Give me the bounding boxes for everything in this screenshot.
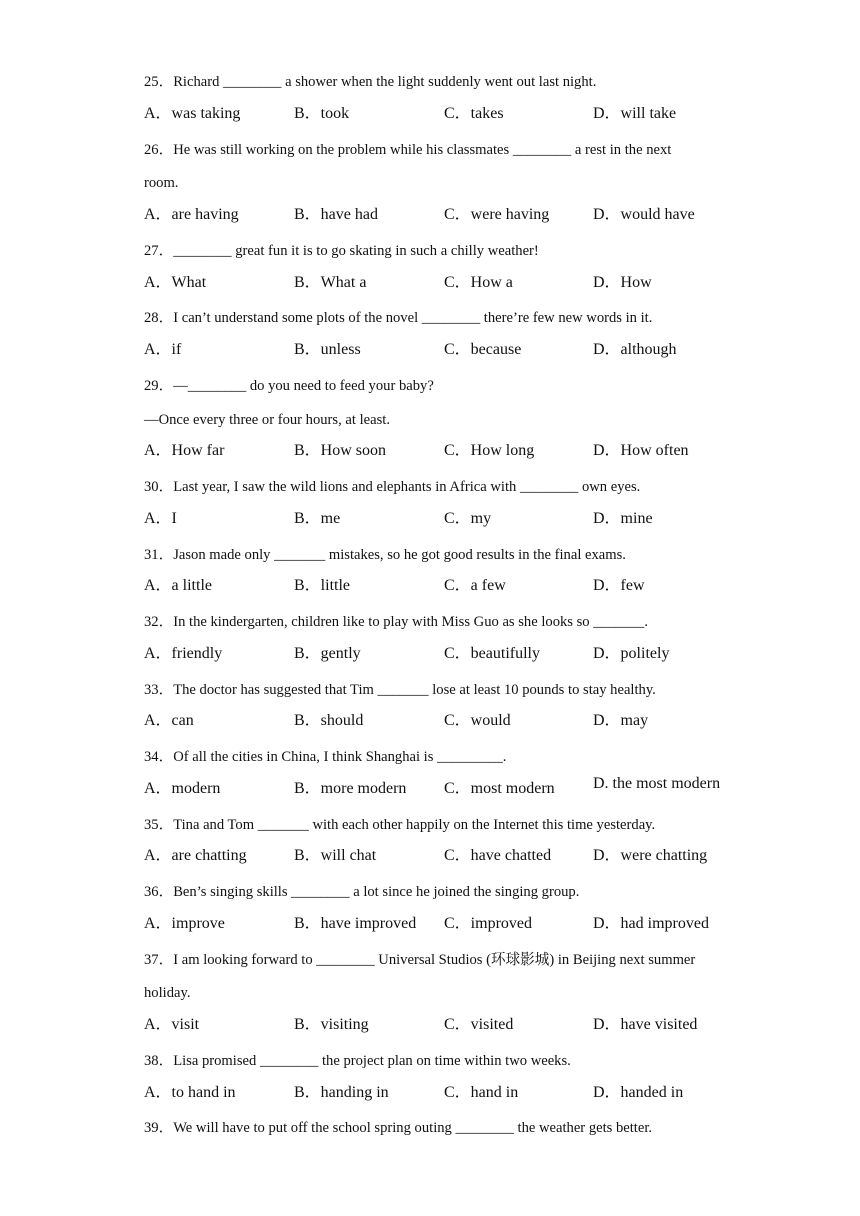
question-number: 29． bbox=[144, 377, 174, 394]
option-a: A．was taking bbox=[144, 104, 241, 122]
option-c: C．a few bbox=[444, 577, 506, 595]
question-stem bbox=[144, 370, 724, 404]
option-b: B．more modern bbox=[294, 779, 407, 797]
question-number: 34． bbox=[144, 749, 174, 765]
question-stem bbox=[144, 235, 724, 269]
question-number: 32． bbox=[144, 614, 174, 630]
option-a: A．to hand in bbox=[144, 1083, 236, 1101]
option-a: A．are having bbox=[144, 206, 239, 223]
option-a: A．can bbox=[144, 712, 194, 730]
answer-options bbox=[144, 269, 724, 303]
answer-options bbox=[144, 505, 724, 539]
question-text: We will have to put off the school spring outing ________ the weather gets better. bbox=[173, 1120, 653, 1137]
question-number: 27． bbox=[144, 242, 174, 259]
question-stem bbox=[144, 606, 724, 640]
question-number: 30． bbox=[144, 479, 174, 495]
answer-options bbox=[144, 910, 724, 944]
question-28 bbox=[144, 302, 724, 370]
question-text: Of all the cities in China, I think Shanghai is _________. bbox=[173, 749, 507, 765]
question-text: In the kindergarten, children like to play with Miss Guo as she looks so _______. bbox=[173, 614, 648, 630]
question-37 bbox=[144, 944, 724, 1045]
question-number: 26． bbox=[144, 141, 174, 158]
option-c: C．beautifully bbox=[444, 644, 540, 662]
option-c: C．takes bbox=[444, 104, 504, 122]
option-d: D．politely bbox=[593, 644, 670, 662]
question-text: Last year, I saw the wild lions and elephants in Africa with ________ own eyes. bbox=[173, 479, 641, 495]
question-stem bbox=[144, 741, 724, 775]
option-b: B．me bbox=[294, 509, 341, 527]
question-number: 33． bbox=[144, 681, 174, 698]
question-26 bbox=[144, 134, 724, 235]
question-text: The doctor has suggested that Tim _______ lose at least 10 pounds to stay healthy. bbox=[173, 681, 656, 698]
option-d: D．have visited bbox=[593, 1016, 698, 1033]
option-d: D．were chatting bbox=[593, 847, 708, 865]
answer-options bbox=[144, 1011, 724, 1045]
question-number: 38． bbox=[144, 1052, 174, 1069]
option-a: A．are chatting bbox=[144, 847, 247, 865]
option-d: D．had improved bbox=[593, 914, 709, 932]
question-stem-continued bbox=[144, 167, 724, 201]
question-text: —Once every three or four hours, at least. bbox=[144, 411, 390, 428]
question-stem bbox=[144, 876, 724, 910]
question-text: Lisa promised ________ the project plan on time within two weeks. bbox=[173, 1052, 571, 1069]
question-stem-continued bbox=[144, 977, 724, 1011]
answer-options bbox=[144, 201, 724, 235]
question-30 bbox=[144, 471, 724, 539]
option-b: B．took bbox=[294, 104, 350, 122]
question-stem-continued bbox=[144, 404, 724, 438]
question-stem bbox=[144, 66, 724, 100]
option-b: B．little bbox=[294, 577, 351, 595]
option-a: A．improve bbox=[144, 914, 225, 932]
option-a: A．friendly bbox=[144, 644, 223, 662]
option-b: B．gently bbox=[294, 644, 361, 662]
option-d: D．mine bbox=[593, 509, 653, 527]
question-number: 28． bbox=[144, 310, 174, 327]
question-stem bbox=[144, 302, 724, 336]
answer-options bbox=[144, 437, 724, 471]
question-text: Tina and Tom _______ with each other happily on the Internet this time yesterday. bbox=[173, 816, 656, 833]
option-d: D．How often bbox=[593, 442, 689, 460]
question-33 bbox=[144, 674, 724, 742]
question-stem bbox=[144, 1045, 724, 1079]
question-39 bbox=[144, 1112, 724, 1146]
question-text: room. bbox=[144, 175, 179, 192]
answer-options bbox=[144, 842, 724, 876]
option-c: C．improved bbox=[444, 914, 532, 932]
option-b: B．What a bbox=[294, 273, 367, 291]
option-a: A．How far bbox=[144, 442, 225, 460]
question-text: I am looking forward to ________ Universal Studios (环球影城) in Beijing next summer bbox=[173, 951, 696, 968]
question-stem bbox=[144, 1112, 724, 1146]
option-c: C．have chatted bbox=[444, 847, 552, 865]
question-31 bbox=[144, 539, 724, 607]
question-text: Jason made only _______ mistakes, so he got good results in the final exams. bbox=[173, 546, 626, 563]
option-b: B．have had bbox=[294, 206, 378, 223]
question-stem bbox=[144, 809, 724, 843]
question-text: holiday. bbox=[144, 985, 191, 1002]
option-b: B．unless bbox=[294, 341, 361, 358]
option-b: B．visiting bbox=[294, 1016, 369, 1033]
option-b: B．have improved bbox=[294, 914, 417, 932]
answer-options bbox=[144, 640, 724, 674]
option-b: B．should bbox=[294, 712, 364, 730]
option-c: C．my bbox=[444, 509, 492, 527]
option-d: D．How bbox=[593, 273, 652, 291]
question-25 bbox=[144, 66, 724, 134]
question-stem bbox=[144, 944, 724, 978]
option-a: A．visit bbox=[144, 1016, 200, 1033]
question-text: —________ do you need to feed your baby? bbox=[173, 377, 434, 394]
question-35 bbox=[144, 809, 724, 877]
option-b: B．How soon bbox=[294, 442, 387, 460]
option-c: C．because bbox=[444, 341, 522, 358]
question-text: I can’t understand some plots of the novel ________ there’re few new words in it. bbox=[173, 310, 653, 327]
option-c: C．How a bbox=[444, 273, 513, 291]
question-34 bbox=[144, 741, 724, 809]
question-number: 31． bbox=[144, 546, 174, 563]
question-text: Richard ________ a shower when the light suddenly went out last night. bbox=[173, 74, 597, 90]
option-d: D．although bbox=[593, 341, 677, 358]
option-d: D．would have bbox=[593, 206, 695, 223]
option-c: C．were having bbox=[444, 206, 550, 223]
question-38 bbox=[144, 1045, 724, 1113]
question-number: 25． bbox=[144, 74, 174, 90]
option-b: B．handing in bbox=[294, 1083, 389, 1101]
option-d: D．few bbox=[593, 577, 645, 595]
option-c: C．hand in bbox=[444, 1083, 519, 1101]
answer-options bbox=[144, 1079, 724, 1113]
answer-options bbox=[144, 572, 724, 606]
question-text: ________ great fun it is to go skating in such a chilly weather! bbox=[173, 242, 539, 259]
option-a: A．I bbox=[144, 509, 177, 527]
option-a: A．a little bbox=[144, 577, 212, 595]
question-27 bbox=[144, 235, 724, 303]
question-number: 37． bbox=[144, 951, 174, 968]
question-29 bbox=[144, 370, 724, 471]
answer-options bbox=[144, 775, 724, 809]
option-d: D．may bbox=[593, 712, 649, 730]
option-d: D. the most modern bbox=[593, 774, 721, 792]
answer-options bbox=[144, 707, 724, 741]
option-b: B．will chat bbox=[294, 847, 377, 865]
question-stem bbox=[144, 471, 724, 505]
option-c: C．would bbox=[444, 712, 511, 730]
option-a: A．if bbox=[144, 341, 182, 358]
option-d: D．will take bbox=[593, 104, 677, 122]
question-32 bbox=[144, 606, 724, 674]
answer-options bbox=[144, 100, 724, 134]
question-number: 35． bbox=[144, 816, 174, 833]
option-c: C．most modern bbox=[444, 779, 555, 797]
answer-options bbox=[144, 336, 724, 370]
option-d: D．handed in bbox=[593, 1083, 684, 1101]
option-a: A．modern bbox=[144, 779, 221, 797]
option-c: C．visited bbox=[444, 1016, 514, 1033]
option-a: A．What bbox=[144, 273, 207, 291]
question-text: Ben’s singing skills ________ a lot since he joined the singing group. bbox=[173, 884, 580, 900]
question-stem bbox=[144, 134, 724, 168]
question-stem bbox=[144, 539, 724, 573]
question-36 bbox=[144, 876, 724, 944]
option-c: C．How long bbox=[444, 442, 535, 460]
question-number: 39． bbox=[144, 1120, 174, 1137]
question-stem bbox=[144, 674, 724, 708]
question-number: 36． bbox=[144, 884, 174, 900]
question-list bbox=[144, 66, 724, 1146]
question-text: He was still working on the problem while his classmates ________ a rest in the next bbox=[173, 141, 672, 158]
